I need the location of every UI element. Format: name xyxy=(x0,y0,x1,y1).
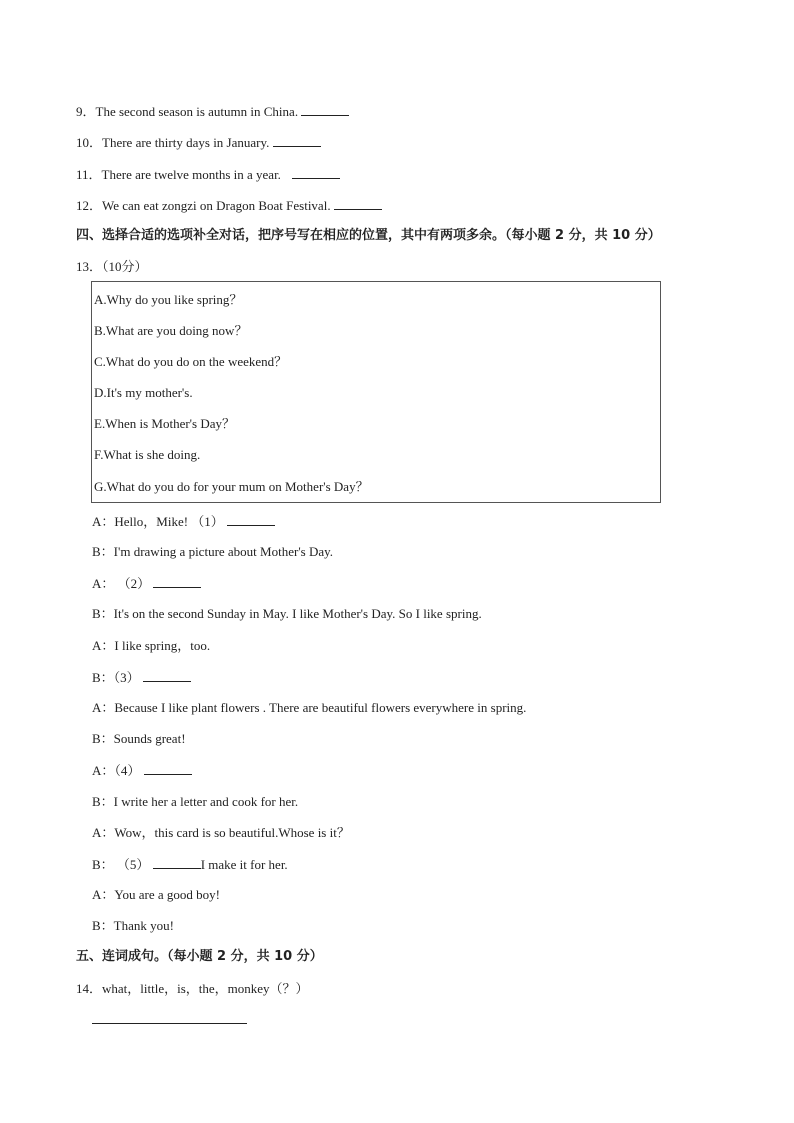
dialogue-line-5 xyxy=(92,638,210,654)
dialogue-text: Sounds great! xyxy=(113,731,186,746)
dialogue-line-1 xyxy=(92,513,275,530)
dialogue-line-10 xyxy=(92,794,298,810)
option-c: C.What do you do on the weekend？ xyxy=(94,354,288,369)
question-10 xyxy=(76,134,321,151)
dialogue-line-9 xyxy=(92,762,192,779)
dialogue-line-13 xyxy=(92,887,220,903)
speaker: A： xyxy=(92,763,115,778)
speaker: B： xyxy=(92,731,114,746)
speaker: B： xyxy=(92,918,114,933)
dialogue-line-12 xyxy=(92,856,288,873)
question-14: 14．what，little，is，the，monkey（？） xyxy=(76,981,309,996)
dialogue-text: Hello，Mike! （1） xyxy=(114,514,224,529)
question-text: There are thirty days in January. xyxy=(102,135,270,150)
speaker: A： xyxy=(92,638,115,653)
dialogue-line-8 xyxy=(92,731,186,747)
options-box xyxy=(91,281,661,503)
speaker: A： xyxy=(92,887,115,902)
question-9 xyxy=(76,103,349,120)
question-number: 11． xyxy=(76,167,102,182)
option-f: F.What is she doing. xyxy=(94,447,201,462)
dialogue-text: Thank you! xyxy=(113,918,174,933)
question-text: We can eat zongzi on Dragon Boat Festival. xyxy=(102,198,331,213)
option-b: B.What are you doing now？ xyxy=(94,323,248,338)
answer-blank-1[interactable] xyxy=(227,513,275,526)
dialogue-line-7 xyxy=(92,700,526,716)
answer-blank-3[interactable] xyxy=(143,669,191,682)
speaker: B： xyxy=(92,606,114,621)
question-13-header: 13．（10分） xyxy=(76,259,148,274)
dialogue-text: （2） xyxy=(114,576,151,591)
question-text: The second season is autumn in China. xyxy=(95,104,299,119)
dialogue-line-11 xyxy=(92,825,350,841)
option-g: G.What do you do for your mum on Mother's Day？ xyxy=(94,479,369,494)
dialogue-line-3 xyxy=(92,575,201,592)
option-d: D.It's my mother's. xyxy=(94,385,193,400)
speaker: B： xyxy=(92,670,114,685)
speaker: B： xyxy=(92,794,114,809)
section-4-title: 四、选择合适的选项补全对话，把序号写在相应的位置，其中有两项多余。（每小题 2 分，共 10 分） xyxy=(76,228,661,243)
dialogue-text: （4） xyxy=(114,763,141,778)
answer-blank[interactable] xyxy=(273,134,321,147)
question-number: 9． xyxy=(76,104,96,119)
answer-blank[interactable] xyxy=(334,197,382,210)
question-text: There are twelve months in a year. xyxy=(101,167,281,182)
question-12 xyxy=(76,197,382,214)
dialogue-text: I like spring，too. xyxy=(114,638,211,653)
option-e: E.When is Mother's Day？ xyxy=(94,416,235,431)
answer-blank-4[interactable] xyxy=(144,762,192,775)
dialogue-text: （5） xyxy=(113,857,150,872)
dialogue-text: It's on the second Sunday in May. I like Mother's Day. So I like spring. xyxy=(113,606,482,621)
dialogue-text: You are a good boy! xyxy=(114,887,220,902)
speaker: A： xyxy=(92,514,115,529)
option-a: A.Why do you like spring？ xyxy=(94,292,243,307)
answer-blank[interactable] xyxy=(292,166,340,179)
speaker: A： xyxy=(92,576,115,591)
dialogue-text: I write her a letter and cook for her. xyxy=(113,794,299,809)
section-5-title: 五、连词成句。（每小题 2 分，共 10 分） xyxy=(76,949,323,964)
answer-blank-5[interactable] xyxy=(153,856,201,869)
question-number: 12． xyxy=(76,198,103,213)
answer-line-14[interactable] xyxy=(92,1023,247,1024)
speaker: A： xyxy=(92,700,115,715)
answer-blank[interactable] xyxy=(301,103,349,116)
dialogue-line-4 xyxy=(92,606,482,622)
dialogue-text: I'm drawing a picture about Mother's Day. xyxy=(113,544,334,559)
dialogue-line-6 xyxy=(92,669,191,686)
dialogue-line-14 xyxy=(92,918,174,934)
dialogue-text: Wow，this card is so beautiful.Whose is it？ xyxy=(114,825,350,840)
speaker: A： xyxy=(92,825,115,840)
speaker: B： xyxy=(92,857,114,872)
dialogue-text-after: I make it for her. xyxy=(200,857,288,872)
answer-blank-2[interactable] xyxy=(153,575,201,588)
dialogue-line-2 xyxy=(92,544,333,560)
question-11 xyxy=(76,166,340,183)
speaker: B： xyxy=(92,544,114,559)
dialogue-text: Because I like plant flowers . There are beautiful flowers everywhere in spring. xyxy=(114,700,527,715)
dialogue-text: （3） xyxy=(113,670,140,685)
question-number: 10． xyxy=(76,135,103,150)
